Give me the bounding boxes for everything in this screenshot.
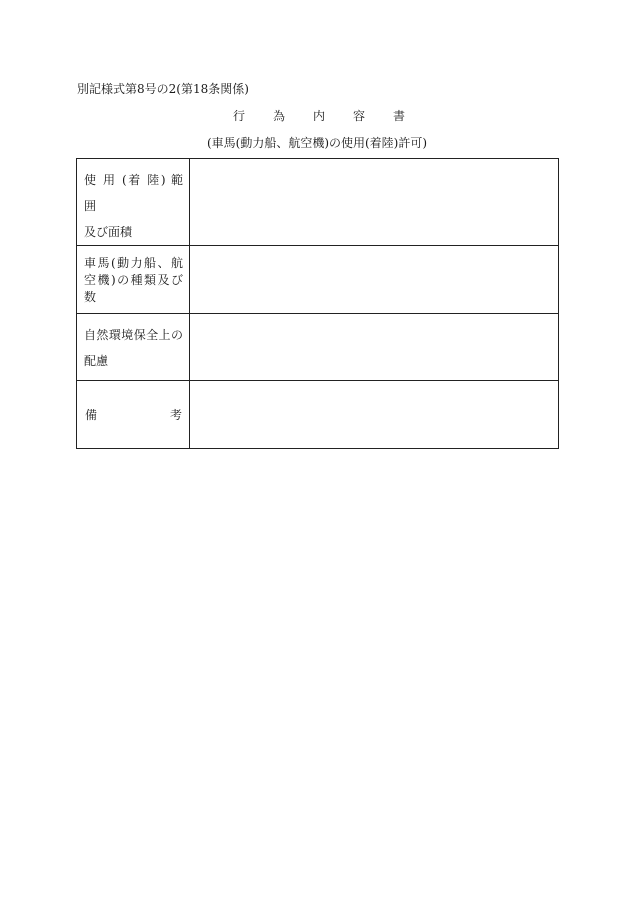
table-row — [77, 381, 559, 449]
title-char: 行 — [232, 109, 245, 123]
row-value-usage-range[interactable] — [190, 159, 559, 246]
label-line: 自然環境保全上の — [84, 328, 183, 342]
table-row — [77, 159, 559, 246]
row-value-environmental-consideration[interactable] — [190, 314, 559, 381]
label-line: 使 用 (着 陸) 範 囲 — [84, 173, 183, 213]
row-value-vehicle-type[interactable] — [190, 246, 559, 314]
label-line: 数 — [84, 290, 97, 304]
table-row — [77, 314, 559, 381]
row-label-usage-range — [77, 159, 190, 246]
row-label-environmental-consideration — [77, 314, 190, 381]
document-subtitle: (車馬(動力船、航空機)の使用(着陸)許可) — [206, 136, 428, 150]
form-number: 別記様式第8号の2(第18条関係) — [77, 82, 249, 96]
label-line: 空機)の種類及び — [84, 273, 183, 287]
row-label-remarks — [77, 381, 190, 449]
title-char: 為 — [272, 109, 285, 123]
title-char: 内 — [312, 109, 325, 123]
row-label-vehicle-type — [77, 246, 190, 314]
remarks-char: 考 — [169, 407, 182, 422]
row-value-remarks[interactable] — [190, 381, 559, 449]
remarks-char: 備 — [85, 407, 98, 422]
table-row — [77, 246, 559, 314]
label-line: 車馬(動力船、航 — [84, 256, 183, 270]
title-char: 容 — [353, 109, 366, 123]
label-line: 配慮 — [84, 354, 109, 368]
label-line: 及び面積 — [84, 225, 133, 239]
form-table — [76, 158, 559, 449]
title-char: 書 — [393, 109, 406, 123]
document-title — [0, 107, 630, 124]
